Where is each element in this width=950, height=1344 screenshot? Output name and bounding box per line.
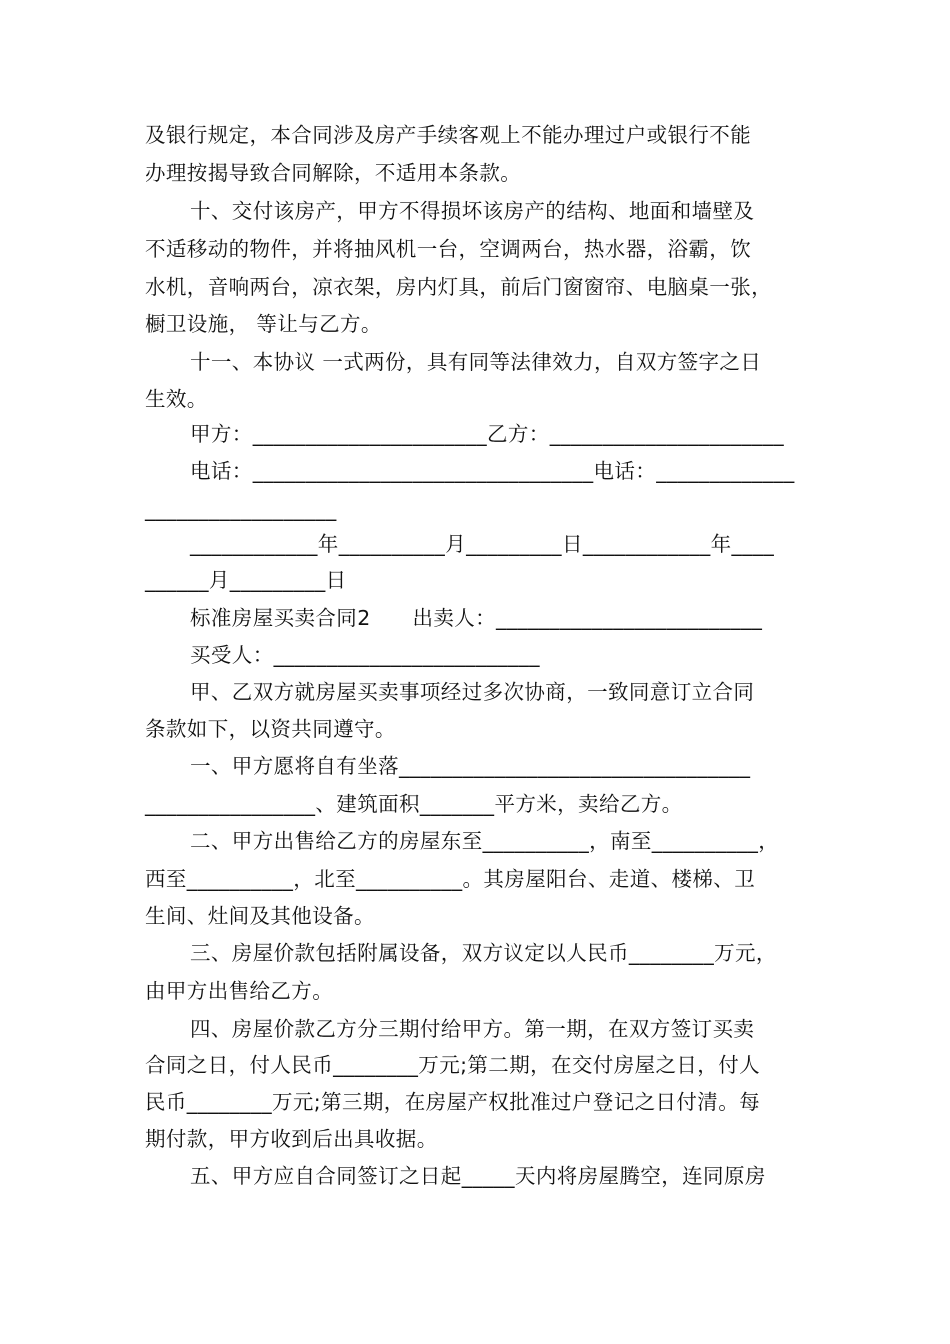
text-line: 办理按揭导致合同解除，不适用本条款。 <box>145 161 522 185</box>
buyer-line: 买受人：_________________________ <box>190 643 540 667</box>
date-line: ____________年__________月_________日____________年____ <box>190 532 775 556</box>
text-line: 不适移动的物件，并将抽风机一台，空调两台，热水器，浴霸，饮 <box>145 237 752 261</box>
phone-line: 电话：________________________________电话：_____________ <box>190 459 795 483</box>
text-line: 甲、乙双方就房屋买卖事项经过多次协商，一致同意订立合同 <box>190 680 755 704</box>
text-line: 水机，音响两台，凉衣架，房内灯具，前后门窗窗帘、电脑桌一张， <box>145 275 772 299</box>
text-line: 西至__________，北至__________。其房屋阳台、走道、楼梯、卫 <box>145 867 756 891</box>
text-line: 一、甲方愿将自有坐落_________________________________ <box>190 754 751 778</box>
contract-title-line: 标准房屋买卖合同2 出卖人：_________________________ <box>190 606 763 630</box>
text-line: 生间、灶间及其他设备。 <box>145 904 375 928</box>
text-line: 五、甲方应自合同签订之日起_____天内将房屋腾空，连同原房 <box>190 1164 766 1188</box>
text-line: 橱卫设施， 等让与乙方。 <box>145 312 382 336</box>
text-line: 二、甲方出售给乙方的房屋东至__________，南至__________， <box>190 829 780 853</box>
date-line: ______月_________日 <box>145 568 347 592</box>
text-line: 民币________万元;第三期，在房屋产权批准过户登记之日付清。每 <box>145 1090 761 1114</box>
blank-line: __________________ <box>145 497 337 521</box>
text-line: 生效。 <box>145 387 208 411</box>
text-line: 期付款，甲方收到后出具收据。 <box>145 1127 438 1151</box>
text-line: ________________、建筑面积_______平方米，卖给乙方。 <box>145 792 683 816</box>
text-line: 由甲方出售给乙方。 <box>145 979 334 1003</box>
text-line: 三、房屋价款包括附属设备，双方议定以人民币________万元， <box>190 941 777 965</box>
text-line: 十一、本协议 一式两份，具有同等法律效力，自双方签字之日 <box>190 350 762 374</box>
text-line: 合同之日，付人民币________万元;第二期，在交付房屋之日，付人 <box>145 1053 761 1077</box>
text-line: 条款如下，以资共同遵守。 <box>145 717 396 741</box>
signature-line: 甲方：______________________乙方：______________________ <box>190 422 784 446</box>
text-line: 及银行规定，本合同涉及房产手续客观上不能办理过户或银行不能 <box>145 123 752 147</box>
text-line: 四、房屋价款乙方分三期付给甲方。第一期，在双方签订买卖 <box>190 1017 755 1041</box>
text-line: 十、交付该房产，甲方不得损坏该房产的结构、地面和墙壁及 <box>190 199 755 223</box>
